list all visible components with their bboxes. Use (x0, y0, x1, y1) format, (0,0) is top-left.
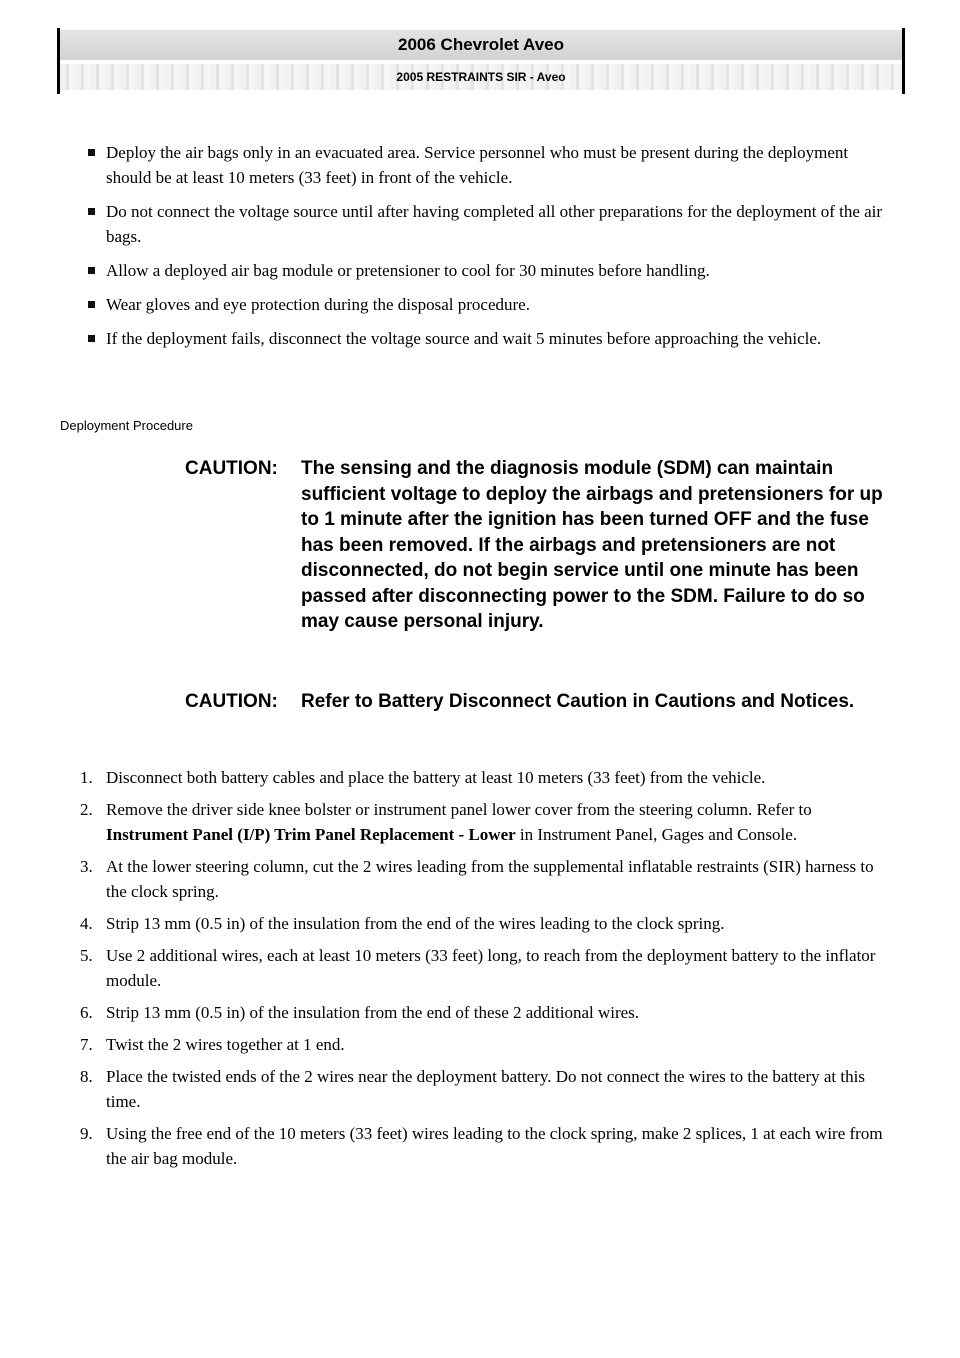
step-number: 8. (80, 1067, 93, 1086)
bullet-square-icon (88, 301, 95, 308)
step-item (80, 911, 895, 936)
step-text-pre: Remove the driver side knee bolster or instrument panel lower cover from the steering column. Refer to (106, 800, 812, 819)
step-text: Using the free end of the 10 meters (33 feet) wires leading to the clock spring, make 2 splices, 1 at each wire from the air bag module. (106, 1124, 883, 1168)
caution-label: CAUTION: (185, 691, 278, 712)
caution-text: Refer to Battery Disconnect Caution in Cautions and Notices. (301, 691, 855, 712)
step-text: Place the twisted ends of the 2 wires near the deployment battery. Do not connect the wires to the battery at this time. (106, 1067, 865, 1111)
header-title: 2006 Chevrolet Aveo (60, 30, 902, 60)
caution-block (185, 689, 905, 715)
bullet-square-icon (88, 208, 95, 215)
list-item (88, 326, 896, 351)
caution-text: The sensing and the diagnosis module (SDM) can maintain sufficient voltage to deploy the airbags and pretensioners for up to 1 minute after the ignition has been turned OFF and the fuse has been removed. If the airbags and pretensioners are not disconnected, do not begin service until one minute has been passed after disconnecting power to the SDM. Failure to do so may cause personal injury. (301, 458, 883, 632)
step-text: Strip 13 mm (0.5 in) of the insulation from the end of these 2 additional wires. (106, 1003, 640, 1022)
step-number: 2. (80, 800, 93, 819)
step-item (80, 1032, 895, 1057)
bullet-square-icon (88, 267, 95, 274)
procedure-steps (80, 765, 895, 1178)
step-item (80, 1000, 895, 1025)
step-number: 7. (80, 1035, 93, 1054)
step-item (80, 765, 895, 790)
step-number: 6. (80, 1003, 93, 1022)
step-text: Use 2 additional wires, each at least 10 meters (33 feet) long, to reach from the deployment battery to the inflator module. (106, 946, 876, 990)
document-header (57, 28, 905, 94)
step-number: 9. (80, 1124, 93, 1143)
step-number: 1. (80, 768, 93, 787)
caution-label: CAUTION: (185, 458, 278, 479)
bullet-text: Deploy the air bags only in an evacuated area. Service personnel who must be present during the deployment should be at least 10 meters (33 feet) in front of the vehicle. (106, 143, 849, 187)
step-number: 3. (80, 857, 93, 876)
step-item (80, 854, 895, 904)
bullet-text: Do not connect the voltage source until after having completed all other preparations for the deployment of the air bags. (106, 202, 883, 246)
step-text: Twist the 2 wires together at 1 end. (106, 1035, 345, 1054)
list-item (88, 292, 896, 317)
step-text: Disconnect both battery cables and place the battery at least 10 meters (33 feet) from the vehicle. (106, 768, 766, 787)
step-text: Strip 13 mm (0.5 in) of the insulation from the end of the wires leading to the clock spring. (106, 914, 725, 933)
precautions-list (88, 140, 896, 360)
bullet-text: Allow a deployed air bag module or pretensioner to cool for 30 minutes before handling. (106, 261, 710, 280)
bullet-text: If the deployment fails, disconnect the voltage source and wait 5 minutes before approaching the vehicle. (106, 329, 822, 348)
bullet-square-icon (88, 149, 95, 156)
step-text: At the lower steering column, cut the 2 wires leading from the supplemental inflatable restraints (SIR) harness to the clock spring. (106, 857, 874, 901)
step-number: 5. (80, 946, 93, 965)
list-item (88, 140, 896, 190)
step-item (80, 943, 895, 993)
step-item (80, 1121, 895, 1171)
header-right-rule (902, 28, 905, 94)
step-item (80, 1064, 895, 1114)
reference-link[interactable]: Instrument Panel (I/P) Trim Panel Replacement - Lower (106, 825, 516, 844)
step-text-post: in Instrument Panel, Gages and Console. (515, 825, 798, 844)
header-subtitle: 2005 RESTRAINTS SIR - Aveo (60, 64, 902, 90)
section-heading: Deployment Procedure (60, 418, 193, 433)
step-item (80, 797, 895, 847)
caution-block (185, 456, 905, 635)
bullet-square-icon (88, 335, 95, 342)
bullet-text: Wear gloves and eye protection during the disposal procedure. (106, 295, 530, 314)
list-item (88, 258, 896, 283)
list-item (88, 199, 896, 249)
step-number: 4. (80, 914, 93, 933)
